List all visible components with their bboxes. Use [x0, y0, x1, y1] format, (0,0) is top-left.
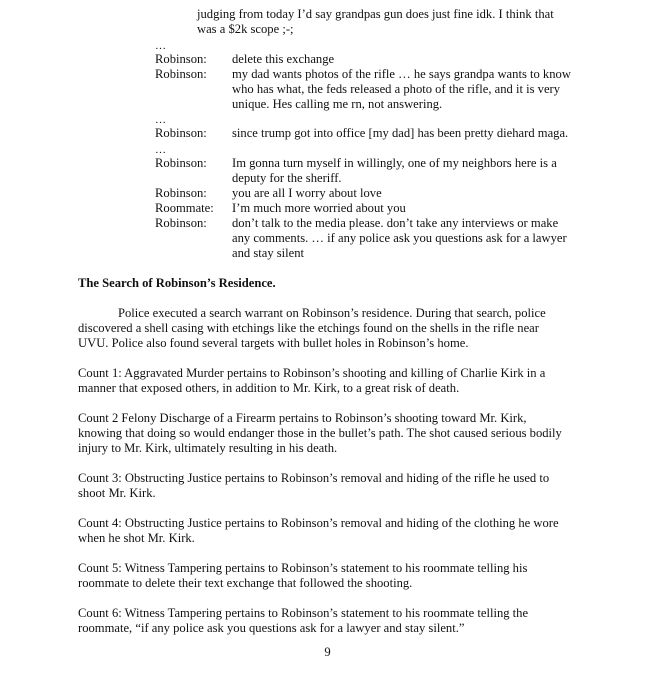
- section-heading: The Search of Robinson’s Residence.: [78, 276, 276, 290]
- count-line: roommate, “if any police ask you questions ask for a lawyer and stay silent.”: [78, 621, 465, 635]
- count-line: Count 1: Aggravated Murder pertains to Robinson’s shooting and killing of Charlie Kirk in a: [78, 366, 546, 380]
- message-line: deputy for the sheriff.: [232, 171, 342, 185]
- speaker-label: Roommate:: [155, 201, 214, 215]
- message-line: you are all I worry about love: [232, 186, 382, 200]
- speaker-label: Robinson:: [155, 52, 207, 66]
- speaker-label: Robinson:: [155, 126, 207, 140]
- message-line: don’t talk to the media please. don’t take any interviews or make: [232, 216, 559, 230]
- ellipsis: …: [155, 144, 167, 156]
- count-line: when he shot Mr. Kirk.: [78, 531, 195, 545]
- count-line: Count 3: Obstructing Justice pertains to Robinson’s removal and hiding of the rifle he used to: [78, 471, 550, 485]
- paragraph-line: Police executed a search warrant on Robinson’s residence. During that search, police: [118, 306, 546, 320]
- count-line: Count 4: Obstructing Justice pertains to Robinson’s removal and hiding of the clothing he wore: [78, 516, 559, 530]
- continuation-line: was a $2k scope ;-;: [197, 22, 294, 36]
- message-line: any comments. … if any police ask you questions ask for a lawyer: [232, 231, 567, 245]
- count-line: Count 5: Witness Tampering pertains to Robinson’s statement to his roommate telling his: [78, 561, 528, 575]
- page-number: 9: [324, 645, 331, 659]
- count-line: knowing that doing so would endanger those in the bullet’s path. The shot caused serious bodily: [78, 426, 562, 440]
- ellipsis: …: [155, 40, 167, 52]
- speaker-label: Robinson:: [155, 67, 207, 81]
- message-line: Im gonna turn myself in willingly, one of my neighbors here is a: [232, 156, 557, 170]
- message-line: and stay silent: [232, 246, 305, 260]
- message-line: I’m much more worried about you: [232, 201, 406, 215]
- message-line: delete this exchange: [232, 52, 335, 66]
- ellipsis: …: [155, 114, 167, 126]
- paragraph-line: UVU. Police also found several targets with bullet holes in Robinson’s home.: [78, 336, 469, 350]
- message-line: my dad wants photos of the rifle … he says grandpa wants to know: [232, 67, 571, 81]
- count-line: roommate to delete their text exchange that followed the shooting.: [78, 576, 413, 590]
- message-line: who has what, the feds released a photo of the rifle, and it is very: [232, 82, 561, 96]
- count-line: Count 2 Felony Discharge of a Firearm pertains to Robinson’s shooting toward Mr. Kirk,: [78, 411, 527, 425]
- speaker-label: Robinson:: [155, 186, 207, 200]
- message-line: since trump got into office [my dad] has been pretty diehard maga.: [232, 126, 569, 140]
- count-line: shoot Mr. Kirk.: [78, 486, 156, 500]
- continuation-line: judging from today I’d say grandpas gun does just fine idk. I think that: [197, 7, 554, 21]
- message-line: unique. Hes calling me rn, not answering.: [232, 97, 443, 111]
- speaker-label: Robinson:: [155, 156, 207, 170]
- count-line: injury to Mr. Kirk, ultimately resulting in his death.: [78, 441, 338, 455]
- paragraph-line: discovered a shell casing with etchings like the etchings found on the shells in the rifle near: [78, 321, 539, 335]
- count-line: manner that exposed others, in addition to Mr. Kirk, to a great risk of death.: [78, 381, 460, 395]
- speaker-label: Robinson:: [155, 216, 207, 230]
- count-line: Count 6: Witness Tampering pertains to Robinson’s statement to his roommate telling the: [78, 606, 529, 620]
